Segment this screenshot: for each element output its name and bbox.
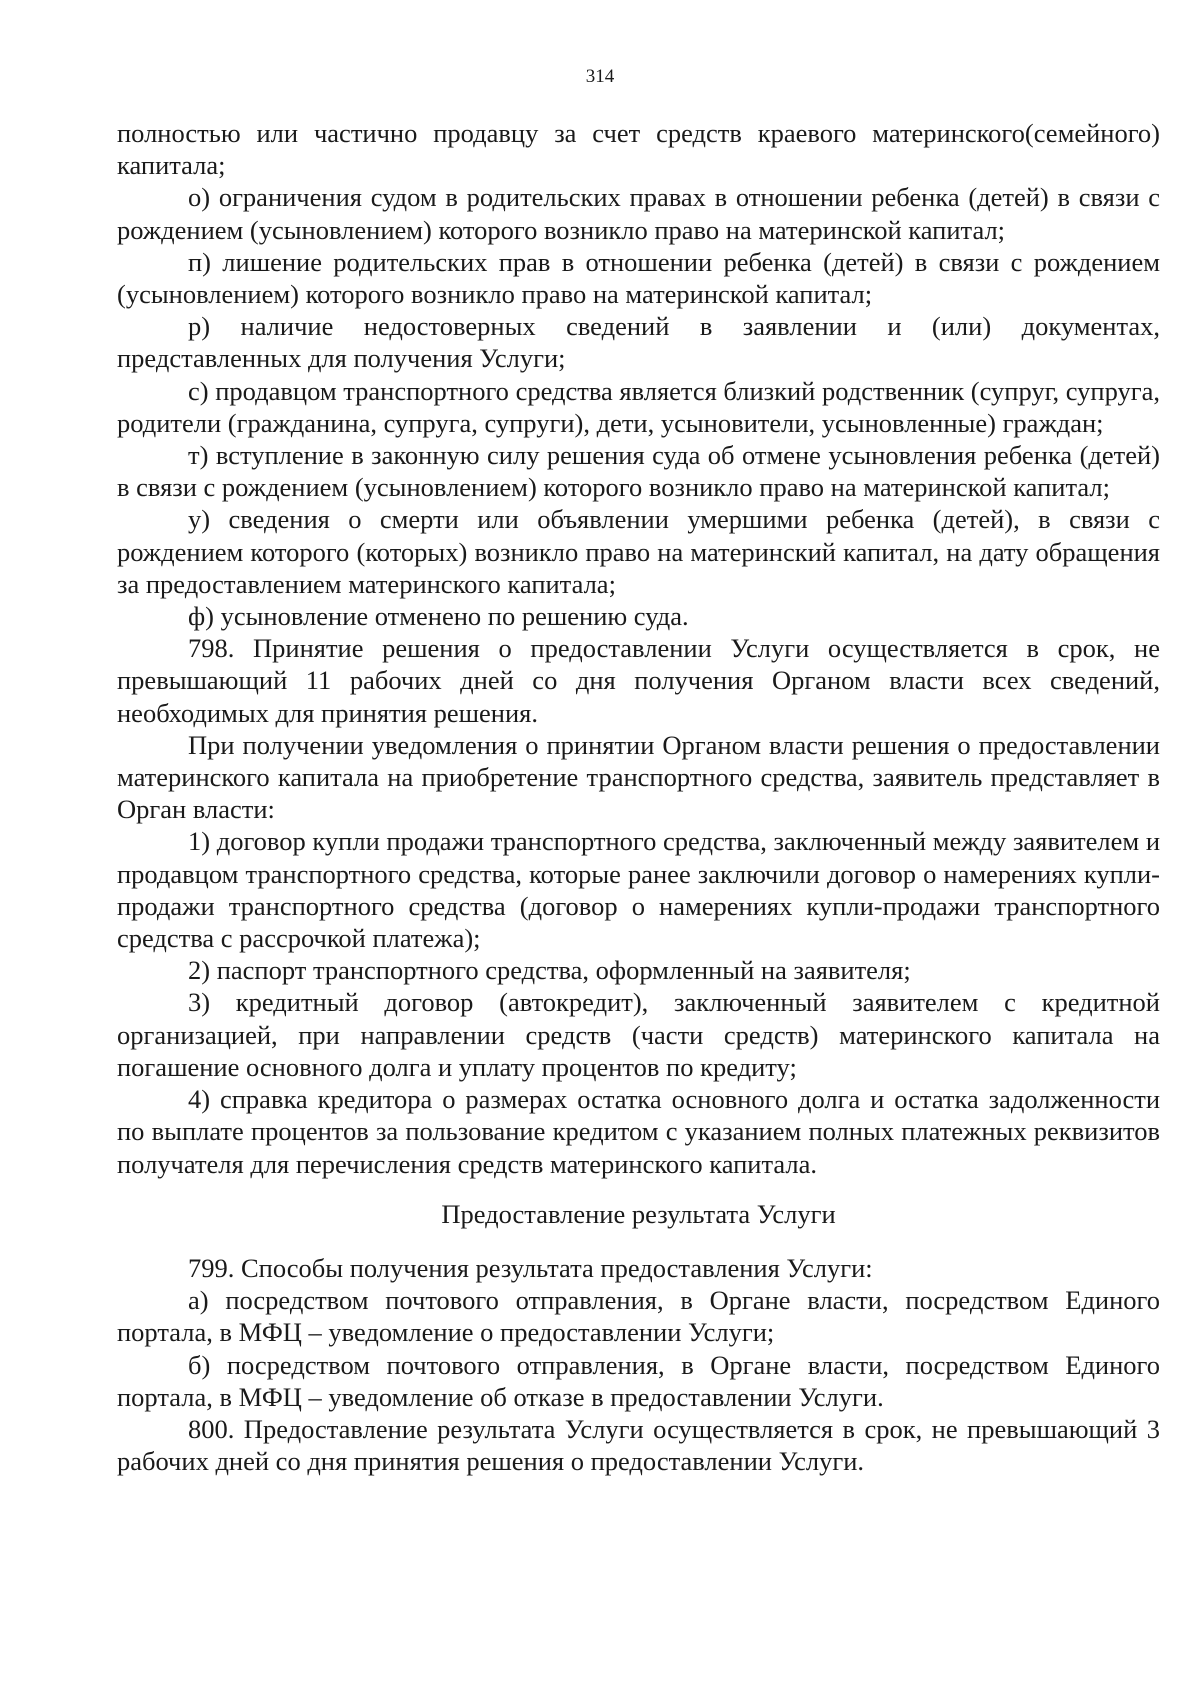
list-item-a: а) посредством почтового отправления, в Органе власти, посредством Единого портала, в МФЦ – уведомление о предоставлении Услуги; <box>117 1285 1160 1348</box>
list-item-u: у) сведения о смерти или объявлении умершими ребенка (детей), в связи с рождением которого (которых) возникло право на материнский капитал, на дату обращения за предоставлением материнского капитала; <box>117 504 1160 599</box>
paragraph-800: 800. Предоставление результата Услуги осуществляется в срок, не превышающий 3 рабочих дней со дня принятия решения о предоставлении Услуги. <box>117 1413 1160 1477</box>
list-item-2: 2) паспорт транспортного средства, оформленный на заявителя; <box>188 955 911 986</box>
list-item-1: 1) договор купли продажи транспортного средства, заключенный между заявителем и продавцом транспортного средства, которые ранее заключили договор о намерениях купли-продажи транспортного средства (договор о намерениях купли-продажи транспортного средства с рассрочкой платежа); <box>117 826 1160 954</box>
list-item-o: о) ограничения судом в родительских правах в отношении ребенка (детей) в связи с рождением (усыновлением) которого возникло право на материнской капитал; <box>117 182 1160 245</box>
list-item-p: п) лишение родительских прав в отношении ребенка (детей) в связи с рождением (усыновлением) которого возникло право на материнской капитал; <box>117 246 1160 310</box>
list-item-f: ф) усыновление отменено по решению суда. <box>188 601 689 632</box>
list-item-3: 3) кредитный договор (автокредит), заключенный заявителем с кредитной организацией, при направлении средств (части средств) материнского капитала на погашение основного долга и уплату процентов по кредиту; <box>117 987 1160 1082</box>
section-heading: Предоставление результата Услуги <box>441 1198 836 1229</box>
list-item-s: с) продавцом транспортного средства является близкий родственник (супруг, супруга, родители (гражданина, супруга, супруги), дети, усыновители, усыновленные) граждан; <box>117 375 1160 438</box>
paragraph-798: 798. Принятие решения о предоставлении Услуги осуществляется в срок, не превышающий 11 рабочих дней со дня получения Органом власти всех сведений, необходимых для принятия решения. <box>117 633 1160 728</box>
document-body <box>117 117 1160 1477</box>
list-item-t: т) вступление в законную силу решения суда об отмене усыновления ребенка (детей) в связи с рождением (усыновлением) которого возникло право на материнской капитал; <box>117 440 1160 503</box>
list-item-b: б) посредством почтового отправления, в Органе власти, посредством Единого портала, в МФЦ – уведомление об отказе в предоставлении Услуги. <box>117 1349 1160 1412</box>
paragraph-799: 799. Способы получения результата предоставления Услуги: <box>188 1252 873 1283</box>
paragraph-continuation: полностью или частично продавцу за счет средств краевого материнского(семейного) капитала; <box>117 118 1160 181</box>
list-item-r: р) наличие недостоверных сведений в заявлении и (или) документах, представленных для получения Услуги; <box>117 311 1160 374</box>
page-number: 314 <box>585 66 615 87</box>
paragraph-notification: При получении уведомления о принятии Органом власти решения о предоставлении материнского капитала на приобретение транспортного средства, заявитель представляет в Орган власти: <box>117 729 1160 825</box>
list-item-4: 4) справка кредитора о размерах остатка основного долга и остатка задолженности по выплате процентов за пользование кредитом с указанием полных платежных реквизитов получателя для перечисления средств материнского капитала. <box>117 1084 1160 1179</box>
